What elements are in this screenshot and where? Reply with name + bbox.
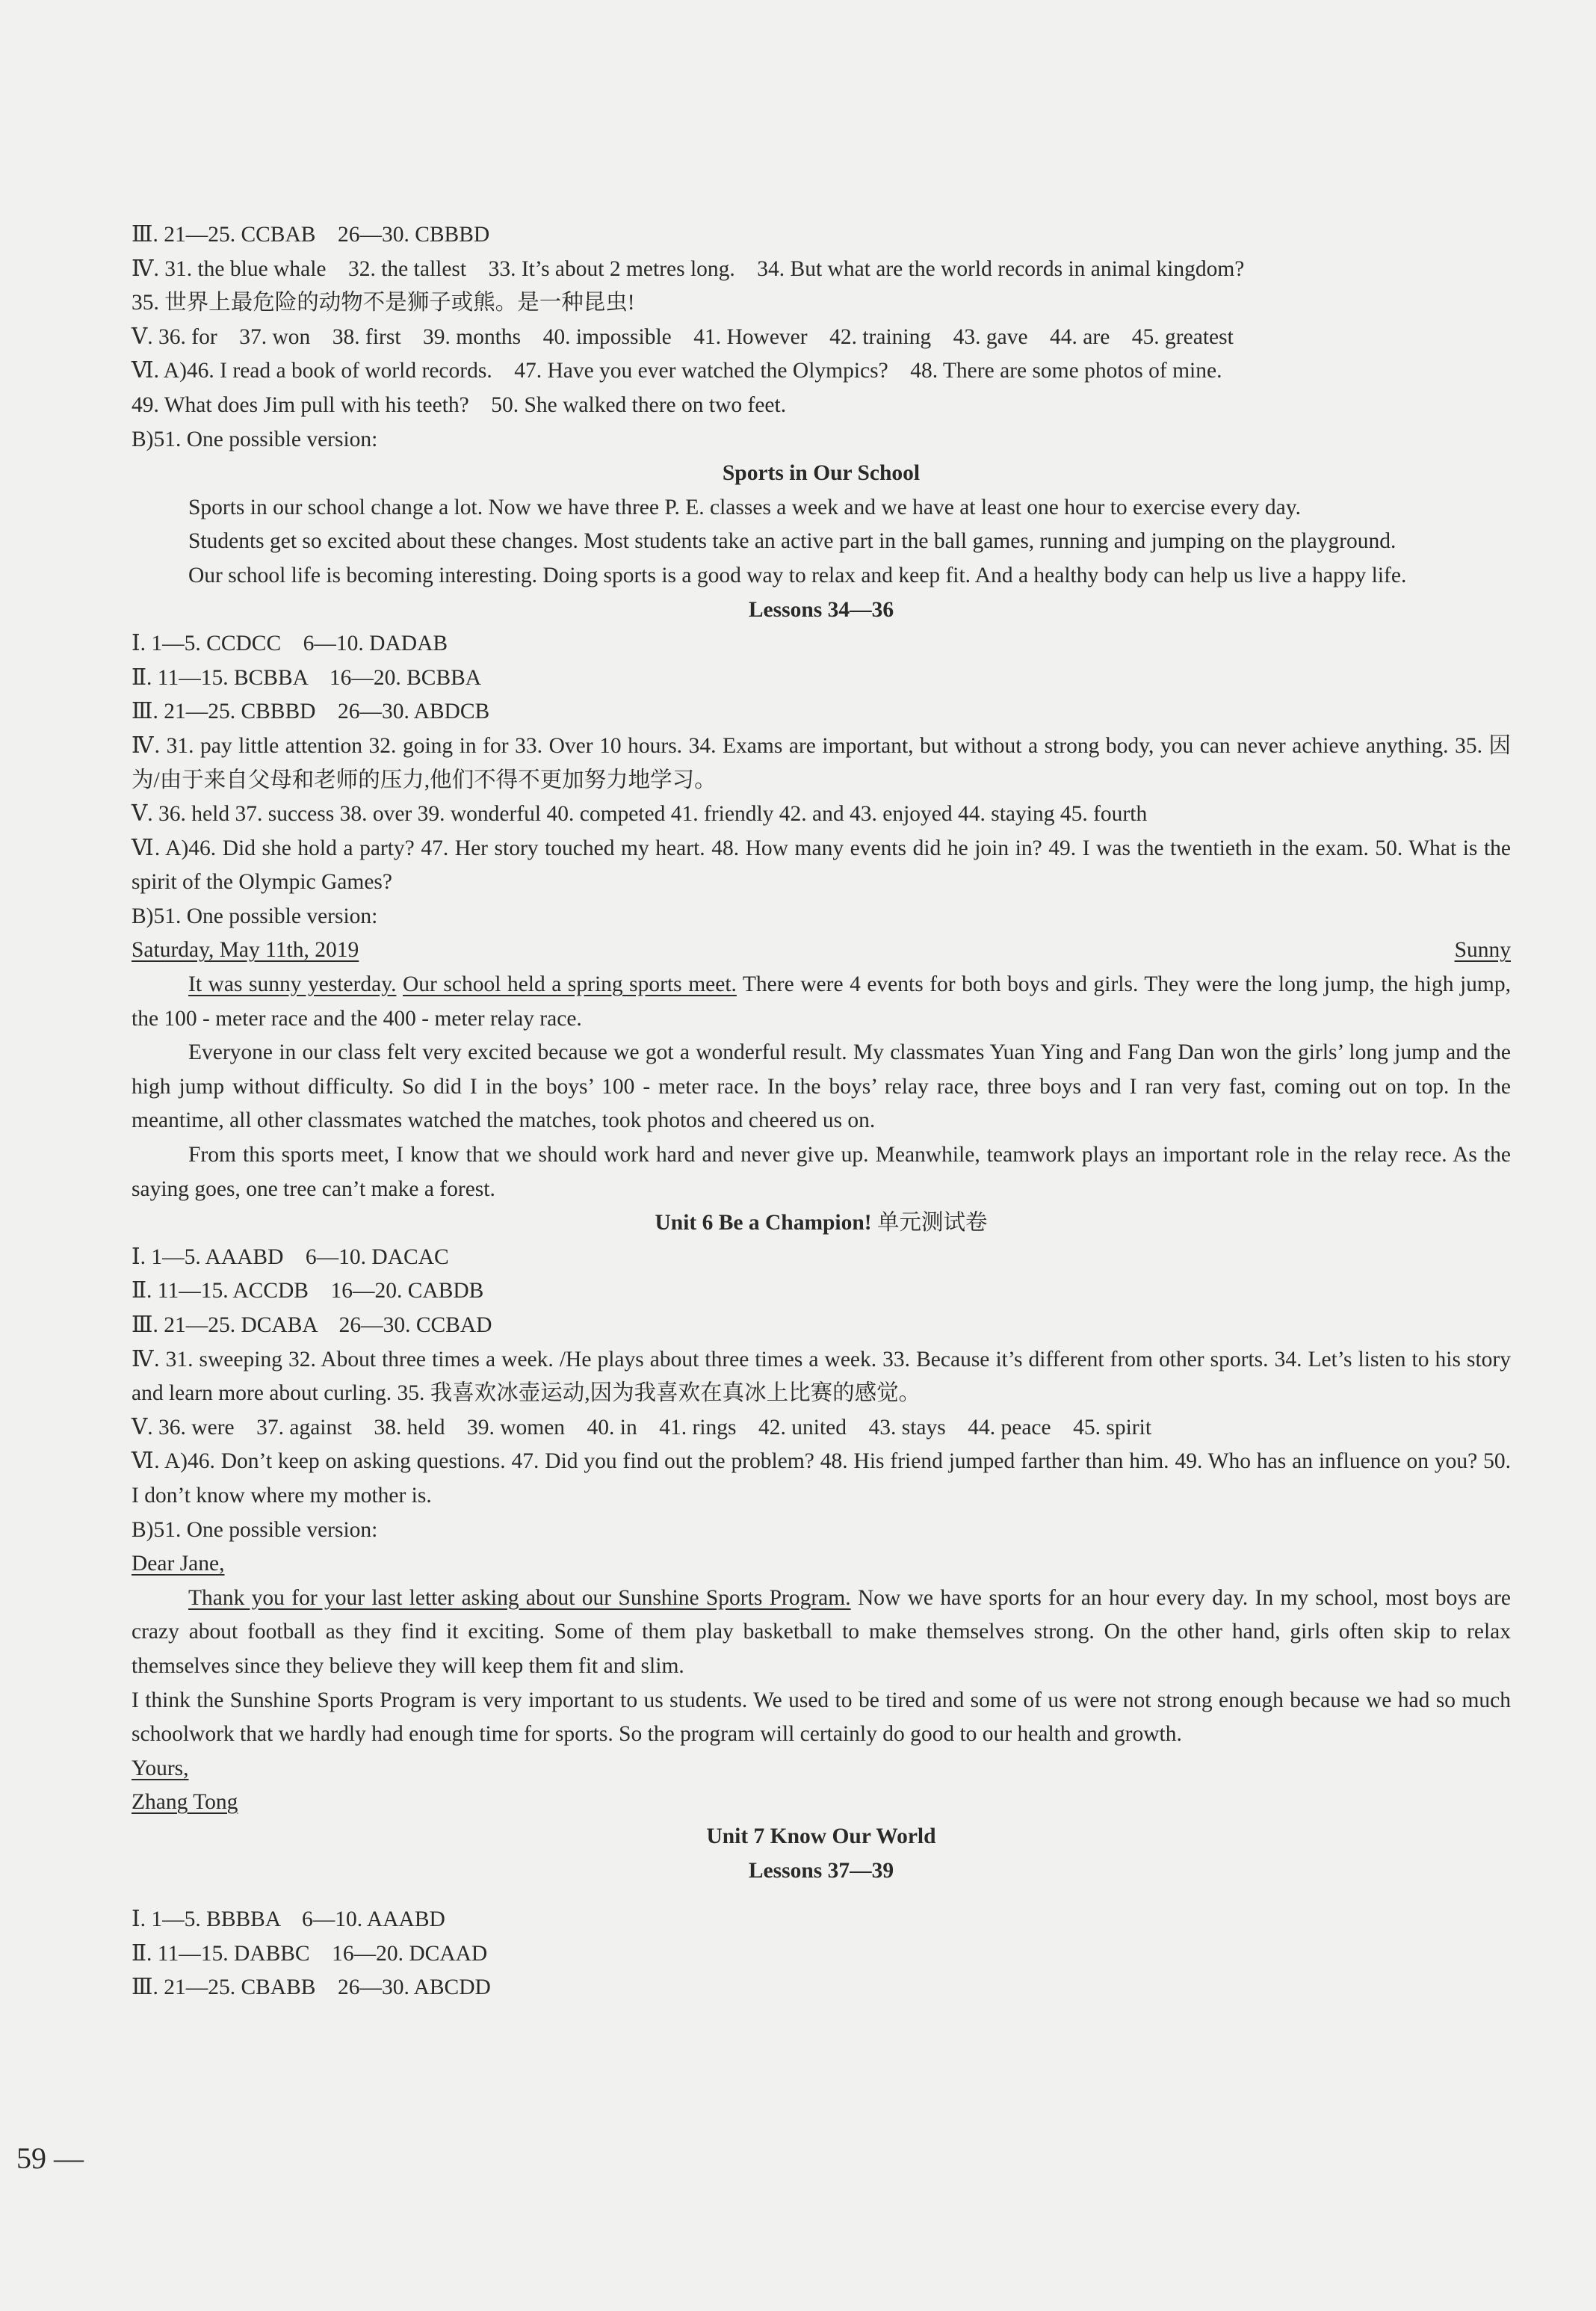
answer-line: 35. 世界上最危险的动物不是狮子或熊。是一种昆虫!: [132, 291, 635, 315]
answer-paragraph: Ⅵ. A)46. Did she hold a party? 47. Her story touched my heart. 48. How many events did he join in? 49. I was the twentieth in the exam. 50. What is the spirit of the Olympic Games?: [132, 836, 1511, 895]
lessons-title: Lessons 37—39: [748, 1858, 894, 1883]
essay-paragraph: Our school life is becoming interesting. Doing sports is a good way to relax and keep fit. And a healthy body can help us live a happy life.: [188, 563, 1407, 587]
answer-paragraph: Ⅳ. 31. sweeping 32. About three times a week. /He plays about three times a week. 33. Because it’s different from other sports. 34. Let’s listen to his story and learn more about curling. 35. 我喜欢冰壶运动,因为我喜欢在真冰上比赛的感觉。: [132, 1347, 1511, 1406]
answer-line: Ⅴ. 36. were 37. against 38. held 39. women 40. in 41. rings 42. united 43. stays 44. peace 45. spirit: [132, 1415, 1152, 1440]
letter-text: Now we have sports for an hour every day. In my school, most boys are crazy about football as they find it exciting. Some of them play basketball to make themselves strong. On the other hand, girls often skip to relax themselves since they believe they will keep them fit and slim.: [132, 1585, 1511, 1678]
essay-paragraph: Students get so excited about these changes. Most students take an active part in the ball games, running and jumping on the playground.: [188, 529, 1396, 554]
essay-title: Sports in Our School: [722, 461, 921, 486]
diary-text: There were 4 events for both boys and girls. They were the long jump, the high jump, the 100 - meter race and the 400 - meter relay race.: [132, 972, 1511, 1031]
answer-paragraph: Ⅴ. 36. held 37. success 38. over 39. wonderful 40. competed 41. friendly 42. and 43. enjoyed 44. staying 45. fourth: [132, 802, 1148, 827]
answer-line: Ⅳ. 31. the blue whale 32. the tallest 33. It’s about 2 metres long. 34. But what are the world records in animal kingdom?: [132, 256, 1245, 281]
answer-line: Ⅰ. 1—5. CCDCC 6—10. DADAB: [132, 632, 448, 656]
answer-key-page: [132, 218, 1511, 2005]
topic-sentence: Our school held a spring sports meet.: [403, 972, 737, 997]
answer-line: Ⅰ. 1—5. BBBBA 6—10. AAABD: [132, 1907, 445, 1932]
essay-paragraph: Sports in our school change a lot. Now we have three P. E. classes a week and we have at least one hour to exercise every day.: [188, 495, 1301, 519]
topic-sentence: Thank you for your last letter asking about our Sunshine Sports Program.: [188, 1585, 851, 1610]
unit-title-en: Unit 6 Be a Champion!: [655, 1211, 872, 1235]
letter-closing: [132, 1752, 1511, 1786]
unit-title-cn: 单元测试卷: [876, 1211, 988, 1235]
diary-paragraph: From this sports meet, I know that we should work hard and never give up. Meanwhile, teamwork plays an important role in the relay rece. As the saying goes, one tree can’t make a forest.: [132, 1143, 1511, 1201]
answer-line: B)51. One possible version:: [132, 1517, 378, 1542]
page-number: 59 —: [16, 2141, 84, 2175]
topic-sentence: It was sunny yesterday.: [188, 972, 397, 997]
unit-test-title: [132, 1206, 1511, 1241]
answer-line: B)51. One possible version:: [132, 904, 378, 928]
answer-line: Ⅱ. 11—15. BCBBA 16—20. BCBBA: [132, 665, 482, 690]
answer-line: Ⅱ. 11—15. ACCDB 16—20. CABDB: [132, 1279, 484, 1303]
letter-signature-text: Zhang Tong: [132, 1790, 238, 1815]
answer-line: Ⅱ. 11—15. DABBC 16—20. DCAAD: [132, 1941, 488, 1966]
answer-line: 49. What does Jim pull with his teeth? 50. She walked there on two feet.: [132, 392, 787, 417]
section-title: Lessons 34—36: [748, 597, 894, 622]
answer-line: Ⅲ. 21—25. CBBBD 26—30. ABDCB: [132, 700, 490, 724]
diary-date: Saturday, May 11th, 2019: [132, 938, 359, 963]
diary-paragraph: [132, 968, 1511, 1036]
answer-paragraph: Ⅵ. A)46. Don’t keep on asking questions. 47. Did you find out the problem? 48. His friend jumped farther than him. 49. Who has an influence on you? 50. I don’t know where my mother is.: [132, 1449, 1511, 1508]
letter-greeting: [132, 1547, 1511, 1582]
unit-title: Unit 7 Know Our World: [706, 1824, 936, 1848]
answer-line: Ⅲ. 21—25. CBABB 26—30. ABCDD: [132, 1975, 491, 2000]
diary-weather: Sunny: [1454, 938, 1511, 963]
answer-line: Ⅴ. 36. for 37. won 38. first 39. months 40. impossible 41. However 42. training 43. gave 44. are 45. greatest: [132, 324, 1234, 349]
letter-paragraph: I think the Sunshine Sports Program is very important to us students. We used to be tired and some of us were not strong enough because we had so much schoolwork that we hardly had enough time for sports. So the program will certainly do good to our health and growth.: [132, 1688, 1511, 1747]
letter-greeting-text: Dear Jane,: [132, 1552, 225, 1576]
letter-signature: [132, 1786, 1511, 1820]
answer-line: Ⅲ. 21—25. DCABA 26—30. CCBAD: [132, 1313, 492, 1337]
letter-paragraph: [132, 1582, 1511, 1684]
letter-closing-text: Yours,: [132, 1756, 189, 1780]
answer-line: Ⅵ. A)46. I read a book of world records. 47. Have you ever watched the Olympics? 48. There are some photos of mine.: [132, 359, 1222, 383]
answer-line: Ⅰ. 1—5. AAABD 6—10. DACAC: [132, 1244, 449, 1269]
answer-line: Ⅲ. 21—25. CCBAB 26—30. CBBBD: [132, 223, 490, 247]
diary-header: [132, 934, 1511, 968]
answer-paragraph: Ⅳ. 31. pay little attention 32. going in for 33. Over 10 hours. 34. Exams are important, but without a strong body, you can never achieve anything. 35. 因为/由于来自父母和老师的压力,他们不得不更加努力地学习。: [132, 733, 1511, 792]
answer-line: B)51. One possible version:: [132, 427, 378, 451]
diary-paragraph: Everyone in our class felt very excited because we got a wonderful result. My classmates Yuan Ying and Fang Dan won the girls’ long jump and the high jump without difficulty. So did I in the boys’ 100 - meter race. In the boys’ relay race, three boys and I ran very fast, coming out on top. In the meantime, all other classmates watched the matches, took photos and cheered us on.: [132, 1040, 1511, 1133]
